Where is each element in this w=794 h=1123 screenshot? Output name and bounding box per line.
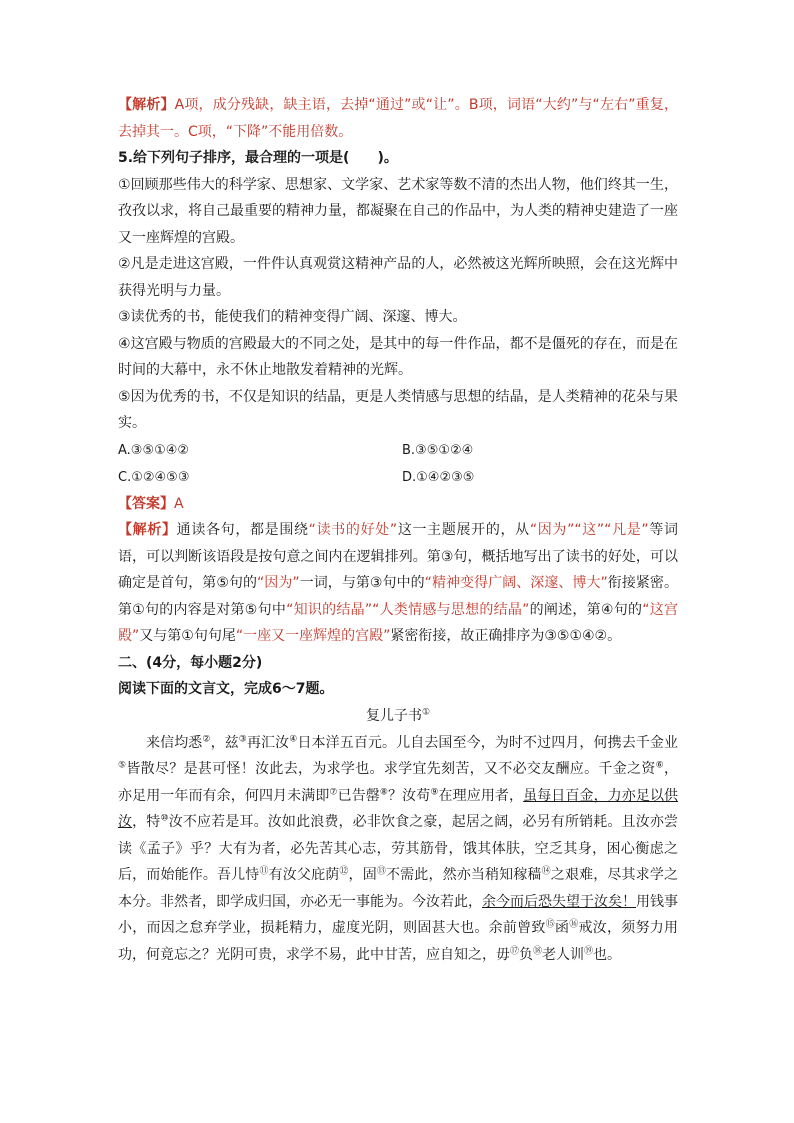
- passage-text: ，兹: [210, 734, 239, 751]
- question-5-stem: 5.给下列句子排序，最合理的一项是( )。: [118, 150, 398, 166]
- underlined-sentence: 余今而后恐失望于汝矣！: [482, 893, 636, 910]
- passage-text: 不需此，然亦当稍知稼穑: [386, 867, 542, 883]
- analysis-quote: “精神变得广阔、深邃、博大”: [424, 575, 608, 591]
- sentence-5: ⑤因为优秀的书，不仅是知识的结晶，更是人类情感与思想的结晶，是人类精神的花朵与果实。: [118, 388, 678, 431]
- passage-text: 来信均悉: [146, 734, 203, 751]
- passage-body: [118, 730, 678, 969]
- footnote-mark: ⑬: [376, 866, 386, 877]
- option-b: B.③⑤①②④: [402, 442, 474, 458]
- analysis-text: 通读各句，都是围绕: [176, 522, 309, 538]
- sentence-1: ①回顾那些伟大的科学家、思想家、文学家、艺术家等数不清的杰出人物，他们终其一生，孜孜以求，将自己最重要的精神力量，都凝聚在自己的作品中，为人类的精神史建造了一座又一座辉煌的宫殿。: [118, 176, 678, 246]
- passage-text: 函: [554, 920, 570, 936]
- sentence-3: ③读优秀的书，能使我们的精神变得广阔、深邃、博大。: [118, 309, 467, 325]
- passage-text: ，特: [132, 814, 161, 830]
- footnote-mark: ⑦: [329, 786, 338, 797]
- passage-text: 已告罄: [337, 787, 380, 804]
- option-a: A.③⑤①④②: [118, 442, 190, 458]
- analysis-text: 一词，与第③句中的: [299, 575, 425, 591]
- footnote-mark: ⑪: [259, 866, 269, 877]
- passage-text: 在理应用者，: [438, 787, 524, 804]
- analysis-quote: “知识的结晶”“人类情感与思想的结晶”: [286, 601, 530, 618]
- analysis-text: 的阐述，第④句的: [529, 601, 643, 618]
- footnote-mark: ⑩: [160, 813, 169, 824]
- analysis-text-end: “下降”不能用倍数。: [225, 123, 353, 140]
- passage-text: 也。: [593, 946, 622, 963]
- footnote-mark: ⑮: [545, 919, 555, 930]
- passage-text: 日本洋五百元。儿自去国至今，为时不过四月，何携去千金业: [297, 734, 679, 751]
- passage-text: ，亦足用一年而有余，何四月未满即: [118, 761, 678, 804]
- sentence-2: ②凡是走进这宫殿，一件件认真观赏这精神产品的人，必然被这光辉所映照，会在这光辉中获得光明与力量。: [118, 256, 678, 299]
- passage-text: 皆散尽？是甚可怪！汝此去，为求学也。求学宜先刻苦，又不必交友酬应。千金之资: [126, 761, 656, 777]
- passage-text: 用钱事小，而因之怠弃学业，损耗精力，虚度光阴，则固甚大也。余前曾致: [118, 893, 678, 936]
- analysis-text: A项，成分残缺，缺主语，去掉“通过”或“让”。B项，词语“大约”与“左右”重复，去掉其一。C项，: [118, 97, 678, 140]
- answer-value: A: [174, 495, 184, 512]
- analysis-tag: 【解析】: [118, 97, 175, 113]
- analysis-text: 紧密衔接，故正确排序为③⑤①④②。: [390, 628, 622, 644]
- footnote-mark: ⑲: [584, 945, 594, 956]
- analysis-quote: “因为”: [257, 575, 300, 591]
- footnote-mark: ④: [289, 733, 298, 744]
- analysis-text: 衔接紧密。第①句的内容是对第⑤句中: [118, 575, 678, 618]
- footnote-mark: ⑨: [430, 786, 439, 797]
- passage-text: 戒汝，须努力用功，何竟忘之？光阴可贵，求学不易，此中甘苦，应自知之，毋: [118, 920, 679, 963]
- analysis-quote: “一座又一座辉煌的宫殿”: [235, 628, 391, 644]
- footnote-mark: ⑥: [655, 760, 664, 771]
- footnote-mark: ②: [202, 733, 211, 744]
- document-page: [118, 92, 678, 968]
- analysis-text: 等词语，可以判断该语段是按句意之间内在逻辑排列。第③句，概括地写出了读书的好处，可以确定是首句，第⑤句的: [118, 522, 679, 591]
- passage-text: ，固: [348, 867, 377, 883]
- passage-text: 老人训: [542, 946, 585, 963]
- passage-text: 之艰难，尽其求学之本分。非然者，即学成归国，亦必无一事能为。今汝若此，: [118, 867, 678, 910]
- passage-title: [118, 703, 678, 730]
- q4-analysis: [118, 92, 678, 145]
- passage-text: 有汝父庇荫: [268, 867, 340, 883]
- option-d: D.①④②③⑤: [402, 469, 475, 485]
- footnote-mark: ⑱: [533, 945, 543, 956]
- passage-text: 汝不应若是耳。汝如此浪费，必非饮食之豪，起居之阔，必另有所销耗。且汝亦尝读《孟子》乎？大有为者，必先苦其心志，劳其筋骨，饿其体肤，空乏其身，困心衡虑之后，而始能作。吾儿恃: [118, 814, 679, 883]
- analysis-text: 这一主题展开的，从: [397, 522, 530, 538]
- passage-text: 负: [519, 946, 534, 963]
- reading-instruction: 阅读下面的文言文，完成6～7题。: [118, 681, 334, 697]
- footnote-mark: ⑭: [541, 866, 551, 877]
- analysis-quote: “这宫殿”: [118, 601, 678, 644]
- analysis-quote: “读书的好处”: [308, 522, 398, 538]
- answer-tag: 【答案】: [118, 495, 174, 512]
- title-footnote-mark: ①: [421, 706, 431, 717]
- options-row-2: [118, 464, 678, 491]
- underlined-sentence: 虽每日百金，力亦足以供汝: [118, 787, 679, 830]
- answer-line: [118, 491, 678, 518]
- section-heading: 二、(4分，每小题2分): [118, 654, 263, 671]
- footnote-mark: ⑰: [510, 945, 520, 956]
- passage-title-text: 复儿子书: [365, 707, 422, 724]
- options-row-1: [118, 437, 678, 464]
- analysis-text: 又与第①句句尾: [139, 628, 236, 644]
- analysis-tag: 【解析】: [118, 522, 177, 538]
- footnote-mark: ⑫: [339, 866, 349, 877]
- option-c: C.①②④⑤③: [118, 469, 190, 485]
- analysis-quote: “因为”“这”“凡是”: [529, 522, 649, 538]
- q5-analysis: [118, 517, 678, 650]
- footnote-mark: ③: [238, 733, 247, 744]
- footnote-mark: ⑤: [118, 760, 127, 771]
- passage-text: ？汝苟: [388, 787, 431, 804]
- passage-text: 再汇汝: [246, 734, 290, 751]
- footnote-mark: ⑯: [569, 919, 579, 930]
- footnote-mark: ⑧: [379, 786, 389, 797]
- sentence-4: ④这宫殿与物质的宫殿最大的不同之处，是其中的每一件作品，都不是僵死的存在，而是在时间的大幕中，永不休止地散发着精神的光辉。: [118, 335, 678, 378]
